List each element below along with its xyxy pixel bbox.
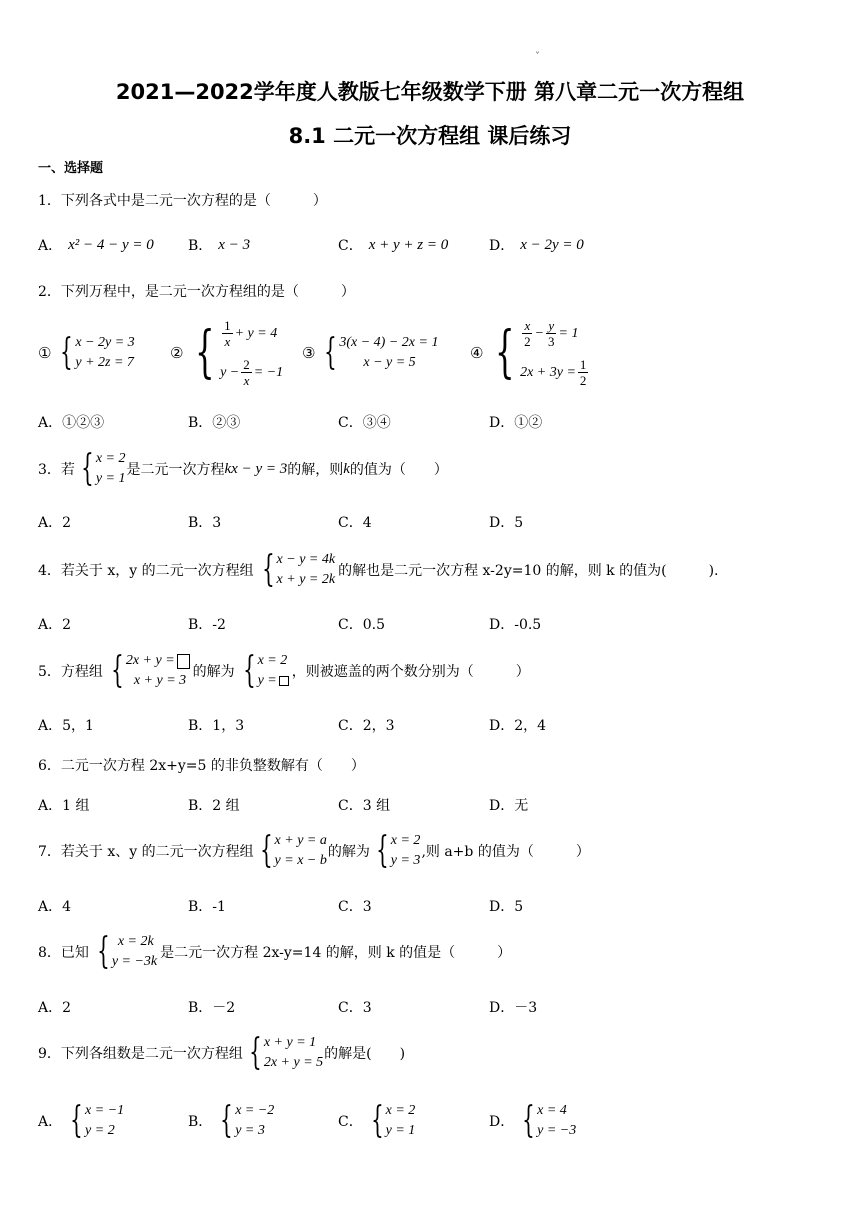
q3-option-d: D．5 xyxy=(489,515,524,531)
q2-system-3: ③ { 3(x − 4) − 2x = 1 x − y = 5 xyxy=(302,332,439,373)
q2-option-a: A．①②③ xyxy=(38,415,105,431)
q7-option-c: C．3 xyxy=(338,899,372,915)
q6-option-b: B．2 组 xyxy=(188,798,240,814)
q3-option-b: B．3 xyxy=(188,515,222,531)
q2-system-2: ② { $\frac{1}{x}$ + y = 4 y − $\frac{2}{x}$ = −1 xyxy=(170,318,284,388)
q9-option-b: B． { x = −2 y = 3 xyxy=(188,1100,275,1141)
question-5-stem: 5．方程组 { 2x + y = x + y = 3 的解为 { x = 2 y = ，则被遮盖的两个数分别为（ ） xyxy=(38,650,530,691)
q2-system-1: ① { x − 2y = 3 y + 2z = 7 xyxy=(38,332,135,373)
q7-option-a: A．4 xyxy=(38,899,72,915)
question-9-stem: 9．下列各组数是二元一次方程组 { x + y = 1 2x + y = 5 的解是( ) xyxy=(38,1032,406,1073)
q2-option-b: B．②③ xyxy=(188,415,241,431)
q1-option-b: B． x − 3 xyxy=(188,236,251,254)
q9-option-c: C． { x = 2 y = 1 xyxy=(338,1100,416,1141)
q7-option-b: B．-1 xyxy=(188,899,226,915)
worksheet-title: 2021—2022学年度人教版七年级数学下册 第八章二元一次方程组 xyxy=(115,80,745,104)
q9-option-a: A． { x = −1 y = 2 xyxy=(38,1100,125,1141)
worksheet-subtitle: 8.1 二元一次方程组 课后练习 xyxy=(288,124,572,148)
q6-option-c: C．3 组 xyxy=(338,798,391,814)
q2-option-c: C．③④ xyxy=(338,415,391,431)
q8-option-a: A．2 xyxy=(38,1000,72,1016)
q4-option-b: B．-2 xyxy=(188,617,226,633)
question-8-stem: 8．已知 { x = 2k y = −3k 是二元一次方程 2x-y=14 的解，则 k 的值是（ ） xyxy=(38,931,512,972)
q5-option-a: A．5，1 xyxy=(38,718,94,734)
covered-number-box xyxy=(177,654,190,669)
section-heading: 一、选择题 xyxy=(38,161,104,176)
q7-option-d: D．5 xyxy=(489,899,524,915)
question-1-stem: 1．下列各式中是二元一次方程的是（ ） xyxy=(38,193,327,209)
q5-option-b: B．1，3 xyxy=(188,718,245,734)
q2-option-d: D．①② xyxy=(489,415,543,431)
question-2-stem: 2．下列万程中，是二元一次方程组的是（ ） xyxy=(38,284,355,300)
q5-option-d: D．2，4 xyxy=(489,718,547,734)
q5-option-c: C．2，3 xyxy=(338,718,395,734)
question-4-stem: 4．若关于 x，y 的二元一次方程组 { x − y = 4k x + y = 2k 的解也是二元一次方程 x-2y=10 的解，则 k 的值为( ). xyxy=(38,549,719,590)
q8-option-d: D．－3 xyxy=(489,1000,538,1016)
q4-option-c: C．0.5 xyxy=(338,617,385,633)
q9-option-d: D． { x = 4 y = −3 xyxy=(489,1100,577,1141)
question-7-stem: 7．若关于 x、y 的二元一次方程组 { x + y = a y = x − b 的解为 { x = 2 y = 3 ,则 a+b 的值为（ ） xyxy=(38,830,590,871)
q6-option-d: D．无 xyxy=(489,798,529,814)
question-6-stem: 6．二元一次方程 2x+y=5 的非负整数解有（ ） xyxy=(38,758,365,774)
covered-number-box xyxy=(279,676,289,686)
q8-option-c: C．3 xyxy=(338,1000,372,1016)
header-mark: ˇ xyxy=(535,52,540,63)
q1-option-c: C． x + y + z = 0 xyxy=(338,236,449,254)
q4-option-d: D．-0.5 xyxy=(489,617,542,633)
q8-option-b: B．－2 xyxy=(188,1000,236,1016)
q6-option-a: A．1 组 xyxy=(38,798,90,814)
q4-option-a: A．2 xyxy=(38,617,72,633)
question-3-stem: 3．若 { x = 2 y = 1 是二元一次方程 kx − y = 3 的解，则 k 的值为（ ） xyxy=(38,448,448,489)
q1-option-a: A． x² − 4 − y = 0 xyxy=(38,236,154,254)
q2-system-4: ④ { $\frac{x}{2}$ − $\frac{y}{3}$ = 1 2x + 3y = $\frac{1}{2}$ xyxy=(470,318,587,388)
q1-option-d: D． x − 2y = 0 xyxy=(489,236,584,254)
q3-option-a: A．2 xyxy=(38,515,72,531)
q3-option-c: C．4 xyxy=(338,515,372,531)
